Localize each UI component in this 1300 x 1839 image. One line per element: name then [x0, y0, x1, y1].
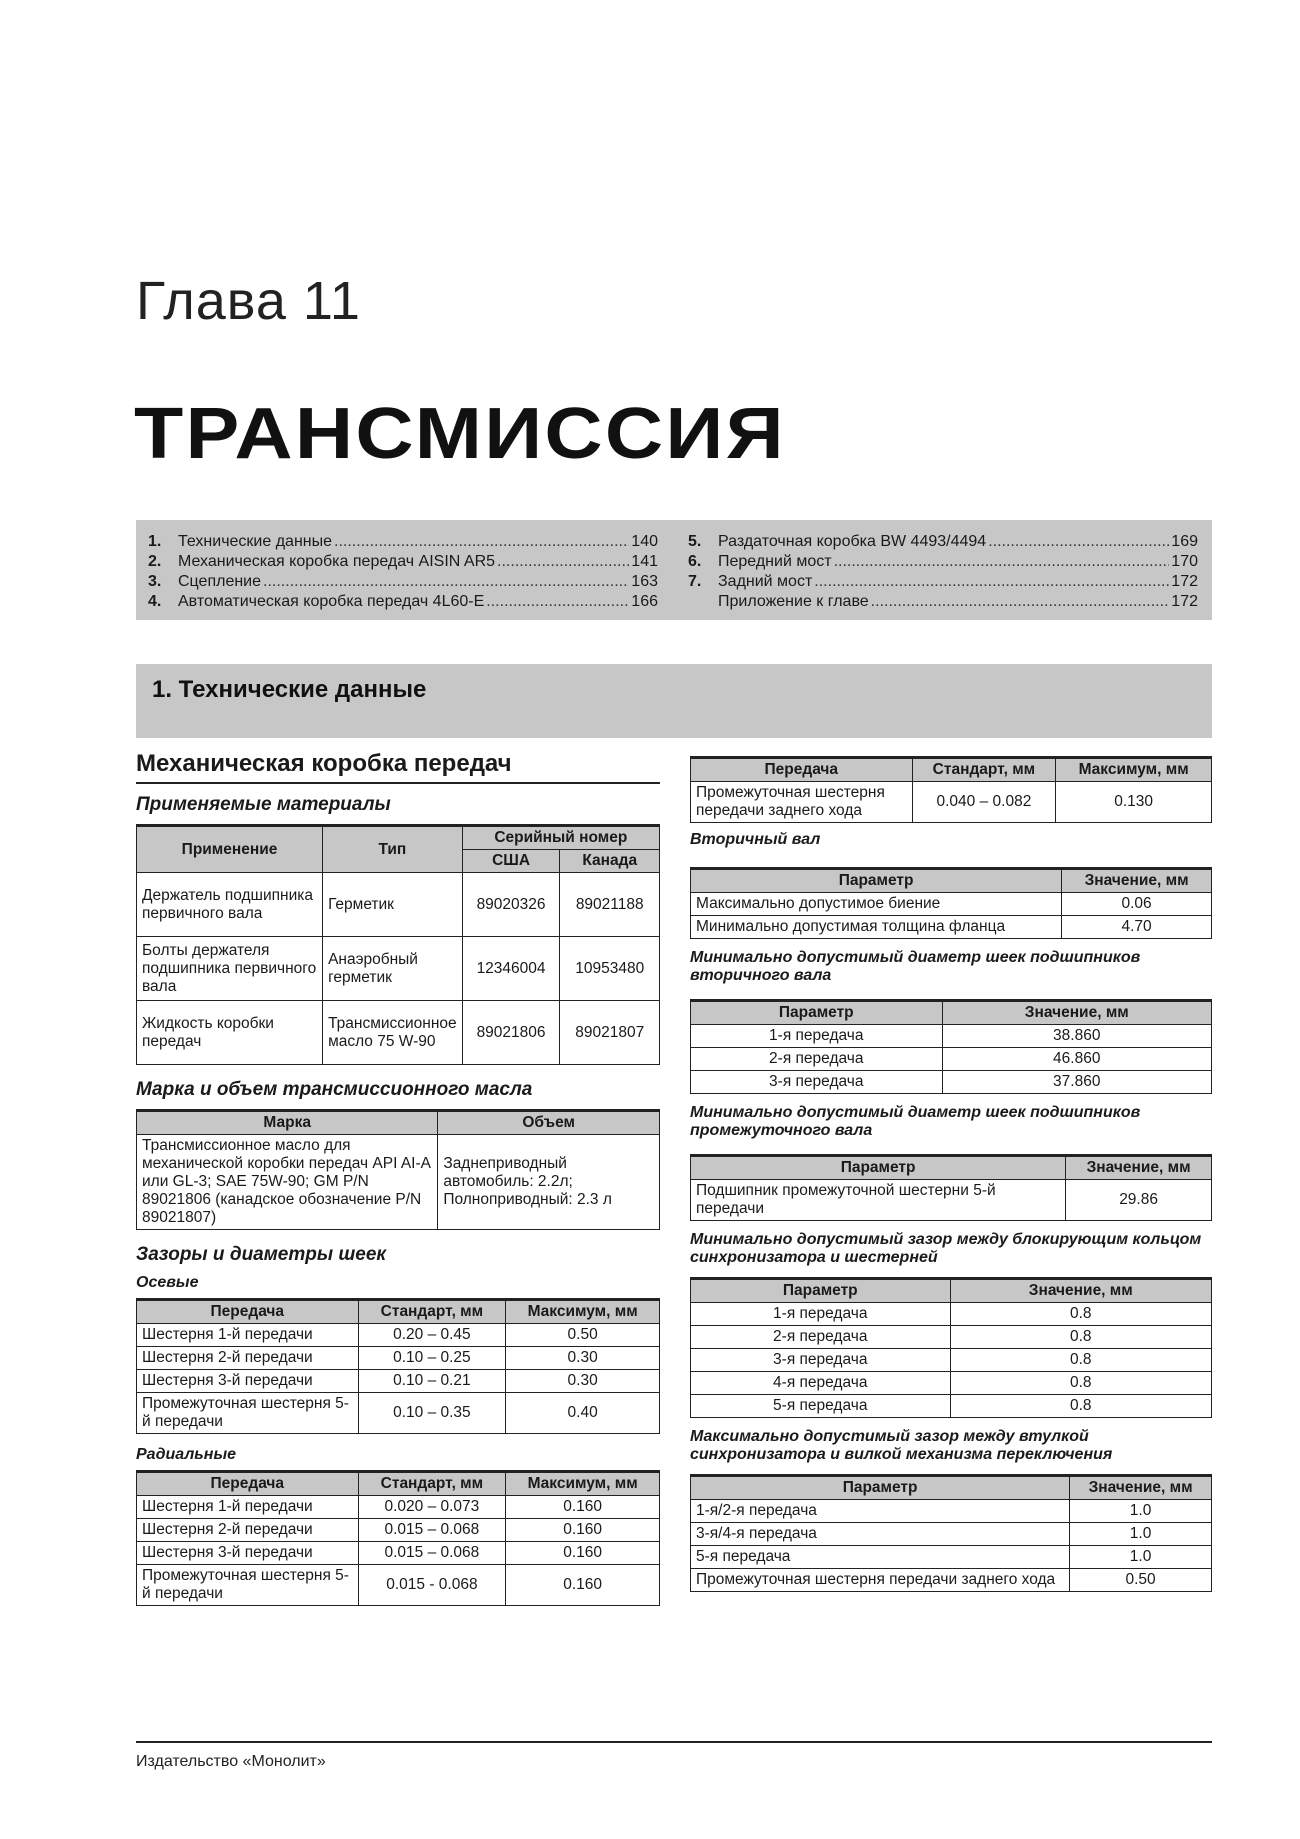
- clearances-title: Зазоры и диаметры шеек: [136, 1244, 387, 1265]
- toc-item[interactable]: 6. Передний мост ..... 170: [688, 552, 1198, 572]
- col-header: Значение, мм: [950, 1279, 1212, 1303]
- col-header: Применение: [137, 826, 323, 873]
- table-row: Промежуточная шестерня 5-й передачи 0.015 - 0.068 0.160: [137, 1565, 660, 1606]
- col-header: Серийный номер: [462, 826, 659, 850]
- oil-table: [136, 1109, 660, 1230]
- table-row: 5-я передача 1.0: [691, 1546, 1212, 1569]
- col-header: Тип: [323, 826, 463, 873]
- table-row: 3-я передача 37.860: [691, 1071, 1212, 1094]
- fork-gap-title: Максимально допустимый зазор между втулкой синхронизатора и вилкой механизма переключения: [690, 1428, 1113, 1463]
- radial-table: [136, 1470, 660, 1606]
- toc-item[interactable]: 1. Технические данные ..... 140: [148, 532, 658, 552]
- toc-item[interactable]: 4. Автоматическая коробка передач 4L60-E ..... 166: [148, 592, 658, 612]
- toc-item[interactable]: 5. Раздаточная коробка BW 4493/4494 ..... 169: [688, 532, 1198, 552]
- col-header: Значение, мм: [942, 1001, 1211, 1025]
- col-header: Максимум, мм: [506, 1472, 660, 1496]
- col-header: Параметр: [691, 1001, 943, 1025]
- materials-table: [136, 824, 660, 1065]
- col-header: Передача: [691, 758, 913, 782]
- toc-item[interactable]: 7. Задний мост ..... 172: [688, 572, 1198, 592]
- table-row: Максимально допустимое биение 0.06: [691, 893, 1212, 916]
- table-row: Шестерня 3-й передачи 0.10 – 0.21 0.30: [137, 1370, 660, 1393]
- table-row: Подшипник промежуточной шестерни 5-й передачи 29.86: [691, 1180, 1212, 1221]
- table-row: 3-я передача 0.8: [691, 1349, 1212, 1372]
- table-row: Трансмиссионное масло для механической коробки передач API AI-A или GL-3; SAE 75W-90; GM P/N 89021806 (канадское обозначение P/N 89021807) Заднеприводный автомобиль: 2.2л; Полноприводный: 2.3 л: [137, 1135, 660, 1230]
- section-title: 1. Технические данные: [152, 676, 427, 703]
- table-row: Шестерня 2-й передачи 0.10 – 0.25 0.30: [137, 1347, 660, 1370]
- col-header: Максимум, мм: [1056, 758, 1212, 782]
- table-of-contents: [136, 520, 1212, 620]
- col-header: Параметр: [691, 1279, 951, 1303]
- col-header: Стандарт, мм: [358, 1472, 506, 1496]
- output-journals-table: [690, 999, 1212, 1094]
- table-row: 1-я передача 38.860: [691, 1025, 1212, 1048]
- table-row: Шестерня 1-й передачи 0.20 – 0.45 0.50: [137, 1324, 660, 1347]
- fork-gap-table: [690, 1474, 1212, 1592]
- col-header: Значение, мм: [1070, 1476, 1212, 1500]
- toc-column-right: [688, 532, 1198, 612]
- col-header: Канада: [560, 850, 660, 873]
- footer-divider: [136, 1741, 1212, 1743]
- counter-journals-title: Минимально допустимый диаметр шеек подшипников промежуточного вала: [690, 1104, 1141, 1139]
- col-header: Параметр: [691, 1476, 1070, 1500]
- col-header: Максимум, мм: [506, 1300, 660, 1324]
- col-header: Значение, мм: [1062, 869, 1212, 893]
- table-row: 4-я передача 0.8: [691, 1372, 1212, 1395]
- col-header: Параметр: [691, 869, 1062, 893]
- table-row: 2-я передача 46.860: [691, 1048, 1212, 1071]
- left-column: [136, 750, 660, 1606]
- col-header: Стандарт, мм: [358, 1300, 506, 1324]
- output-shaft-table: [690, 867, 1212, 939]
- table-row: Держатель подшипника первичного вала Герметик 89020326 89021188: [137, 873, 660, 937]
- ring-gap-table: [690, 1277, 1212, 1418]
- table-row: Шестерня 1-й передачи 0.020 – 0.073 0.160: [137, 1496, 660, 1519]
- subsection-heading: Механическая коробка передач: [136, 750, 660, 784]
- counter-journals-table: [690, 1154, 1212, 1221]
- col-header: Марка: [137, 1111, 438, 1135]
- toc-item[interactable]: Приложение к главе ..... 172: [688, 592, 1198, 612]
- table-row: Шестерня 2-й передачи 0.015 – 0.068 0.160: [137, 1519, 660, 1542]
- table-row: 3-я/4-я передача 1.0: [691, 1523, 1212, 1546]
- table-row: Промежуточная шестерня передачи заднего хода 0.040 – 0.082 0.130: [691, 782, 1212, 823]
- reverse-gear-table: [690, 756, 1212, 823]
- col-header: Передача: [137, 1472, 359, 1496]
- col-header: Стандарт, мм: [912, 758, 1056, 782]
- col-header: Параметр: [691, 1156, 1066, 1180]
- right-column: [690, 756, 1212, 1592]
- toc-column-left: [148, 532, 658, 612]
- page-title: ТРАНСМИССИЯ: [134, 394, 786, 474]
- output-shaft-title: Вторичный вал: [690, 831, 821, 848]
- chapter-label: Глава 11: [136, 271, 361, 331]
- axial-table: [136, 1298, 660, 1434]
- materials-title: Применяемые материалы: [136, 794, 391, 815]
- table-row: 1-я/2-я передача 1.0: [691, 1500, 1212, 1523]
- table-row: 2-я передача 0.8: [691, 1326, 1212, 1349]
- col-header: США: [462, 850, 560, 873]
- toc-item[interactable]: 2. Механическая коробка передач AISIN AR5 ..... 141: [148, 552, 658, 572]
- publisher-footer: Издательство «Монолит»: [136, 1753, 326, 1770]
- col-header: Передача: [137, 1300, 359, 1324]
- table-row: Болты держателя подшипника первичного вала Анаэробный герметик 12346004 10953480: [137, 937, 660, 1001]
- table-row: Жидкость коробки передач Трансмиссионное масло 75 W-90 89021806 89021807: [137, 1001, 660, 1065]
- col-header: Значение, мм: [1066, 1156, 1212, 1180]
- output-journals-title: Минимально допустимый диаметр шеек подшипников вторичного вала: [690, 949, 1141, 984]
- ring-gap-title: Минимально допустимый зазор между блокирующим кольцом синхронизатора и шестерней: [690, 1231, 1202, 1266]
- radial-title: Радиальные: [136, 1446, 237, 1463]
- table-row: Шестерня 3-й передачи 0.015 – 0.068 0.160: [137, 1542, 660, 1565]
- table-row: 1-я передача 0.8: [691, 1303, 1212, 1326]
- table-row: Промежуточная шестерня передачи заднего хода 0.50: [691, 1569, 1212, 1592]
- table-row: Минимально допустимая толщина фланца 4.70: [691, 916, 1212, 939]
- oil-title: Марка и объем трансмиссионного масла: [136, 1079, 533, 1100]
- table-row: Промежуточная шестерня 5-й передачи 0.10 – 0.35 0.40: [137, 1393, 660, 1434]
- section-header: [136, 664, 1212, 738]
- toc-item[interactable]: 3. Сцепление ..... 163: [148, 572, 658, 592]
- col-header: Объем: [438, 1111, 660, 1135]
- table-row: 5-я передача 0.8: [691, 1395, 1212, 1418]
- axial-title: Осевые: [136, 1274, 199, 1291]
